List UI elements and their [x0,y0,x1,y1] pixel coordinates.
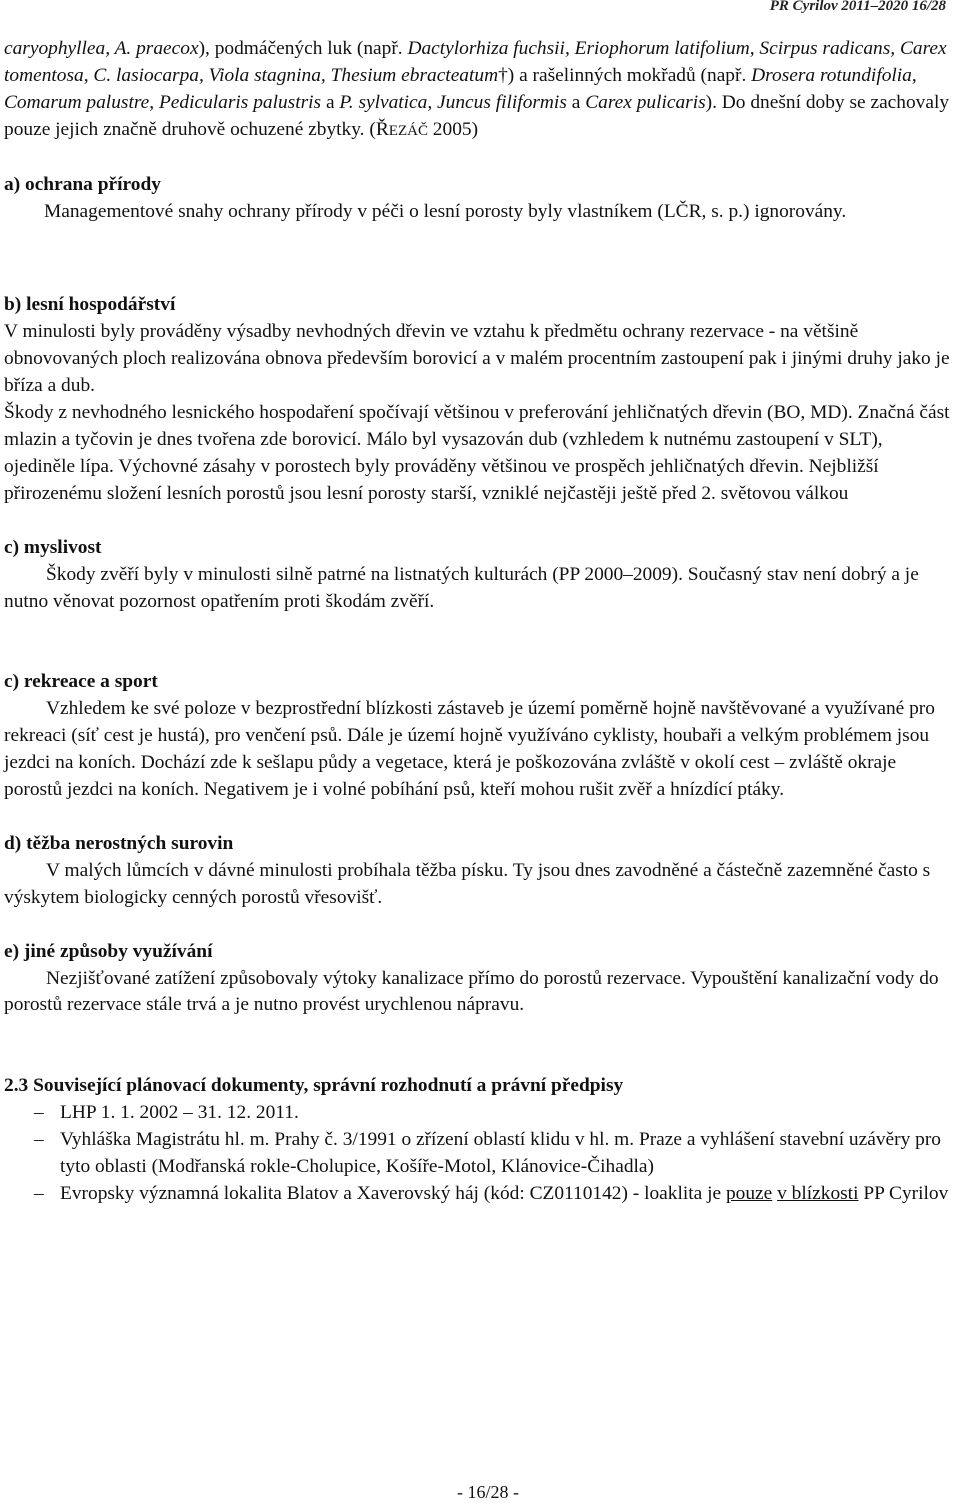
section-e-body: Nezjišťované zatížení způsobovaly výtoky kanalizace přímo do porostů rezervace. Vypouštění kanalizační vody do porostů rezervace stále trvá a je nutno provést urychlenou nápravu. [4,967,939,1016]
section-c-recreation-body: Vzhledem ke své poloze v bezprostřední blízkosti zástaveb je území poměrně hojně navštěvované a využívané pro rekreaci (síť cest je hustá), pro venčení psů. Dále je území hojně využíváno cyklisty, houbaři a velkým problémem jsou jezdci na koních. Dochází zde k sešlapu půdy a vegetace, která je poškozována zvláště v okolí cest – zvláště okraje porostů jezdci na koních. Negativem je i volné pobíhání psů, kteří mohou rušit zvěř a hnízdící ptáky. [4,698,935,801]
section-2-3-heading: 2.3 Související plánovací dokumenty, správní rozhodnutí a právní předpisy [4,1075,624,1097]
underlined-text: v blízkosti [777,1183,859,1204]
section-c-recreation-heading: c) rekreace a sport [4,671,158,693]
species-text: P. sylvatica, Juncus filiformis [339,91,567,113]
page-header: PR Cyrilov 2011–2020 16/28 [769,0,946,14]
section-e-heading: e) jiné způsoby využívání [4,940,213,962]
species-text: Dactylorhiza fuchsii, Eriophorum latifolium, Scirpus radicans, Carex tomentosa, C. lasiocarpa, Viola stagnina, Thesium ebracteatum [4,38,947,86]
section-a-body: Managementové snahy ochrany přírody v péči o lesní porosty byly vlastníkem (LČR, s. p.) ignorovány. [44,200,847,222]
section-d [4,831,954,912]
section-a [4,172,954,226]
section-e [4,939,954,1020]
document-body [4,36,954,1208]
underlined-text: pouze [725,1183,773,1204]
species-text: caryophyllea, A. praecox [4,38,199,59]
intro-paragraph: caryophyllea, A. praecox), podmáčených luk (např. Dactylorhiza fuchsii, Eriophorum latifolium, Scirpus radicans, Carex tomentosa, C. lasiocarpa, Viola stagnina, Thesium ebracteatum†) a rašelinných mokřadů (např. Drosera rotundifolia, Comarum palustre, Pedicularis palustris a P. sylvatica, Juncus filiformis a Carex pulicaris). Do dnešní doby se zachovaly pouze jejich značně druhově ochuzené zbytky. (ŘEZÁČ 2005) [4,38,950,140]
section-c-hunting-body: Škody zvěří byly v minulosti silně patrné na listnatých kulturách (PP 2000–2009). Současný stav není dobrý a je nutno věnovat pozornost opatřením proti škodám zvěří. [4,563,919,612]
species-text: Drosera rotundifolia, Comarum palustre, Pedicularis palustris [4,64,917,113]
section-b-paragraph-2: Škody z nevhodného lesnického hospodaření spočívají většinou v preferování jehličnatých dřevin (BO, MD). Značná část mlazin a tyčovin je dnes tvořena zde borovicí. Málo byl vysazován dub (vzhledem k nutnému zastoupení v SLT), ojediněle lípa. Výchovné zásahy v porostech byly prováděny většinou ve prospěch jehličnatých dřevin. Nejbližší přirozenému složení lesních porostů jsou lesní porosty starší, vzniklé nejčastěji ještě před 2. světovou válkou [4,402,950,504]
list-item: – Vyhláška Magistrátu hl. m. Prahy č. 3/1991 o zřízení oblastí klidu v hl. m. Praze a vyhlášení stavební uzávěry pro tyto oblasti (Modřanská rokle-Cholupice, Košíře-Motol, Klánovice-Čihadla) [34,1129,941,1178]
section-d-body: V malých lůmcích v dávné minulosti probíhala těžba písku. Ty jsou dnes zavodněné a částečně zazemněné často s výskytem biologicky cenných porostů vřesovišť. [4,859,931,908]
section-2-3 [4,1073,954,1100]
section-c-hunting-heading: c) myslivost [4,536,102,558]
section-d-heading: d) těžba nerostných surovin [4,832,234,854]
section-c-hunting [4,535,954,616]
page-number: - 16/28 - [457,1482,519,1502]
list-item: – LHP 1. 1. 2002 – 31. 12. 2011. [34,1102,299,1124]
section-b [4,292,954,400]
section-b-heading: b) lesní hospodářství [4,294,176,316]
list-item: – Evropsky významná lokalita Blatov a Xaverovský háj (kód: CZ0110142) - loaklita je pouze v blízkosti PP Cyrilov [34,1183,949,1204]
section-b-paragraph-1: V minulosti byly prováděny výsadby nevhodných dřevin ve vztahu k předmětu ochrany rezervace - na většině obnovovaných ploch realizována obnova především borovicí a v malém procentním zastoupení pak i jinými druhy jako je bříza a dub. [4,321,950,397]
species-text: Carex pulicaris [585,91,706,113]
section-a-heading: a) ochrana přírody [4,173,161,195]
section-c-recreation [4,669,954,804]
